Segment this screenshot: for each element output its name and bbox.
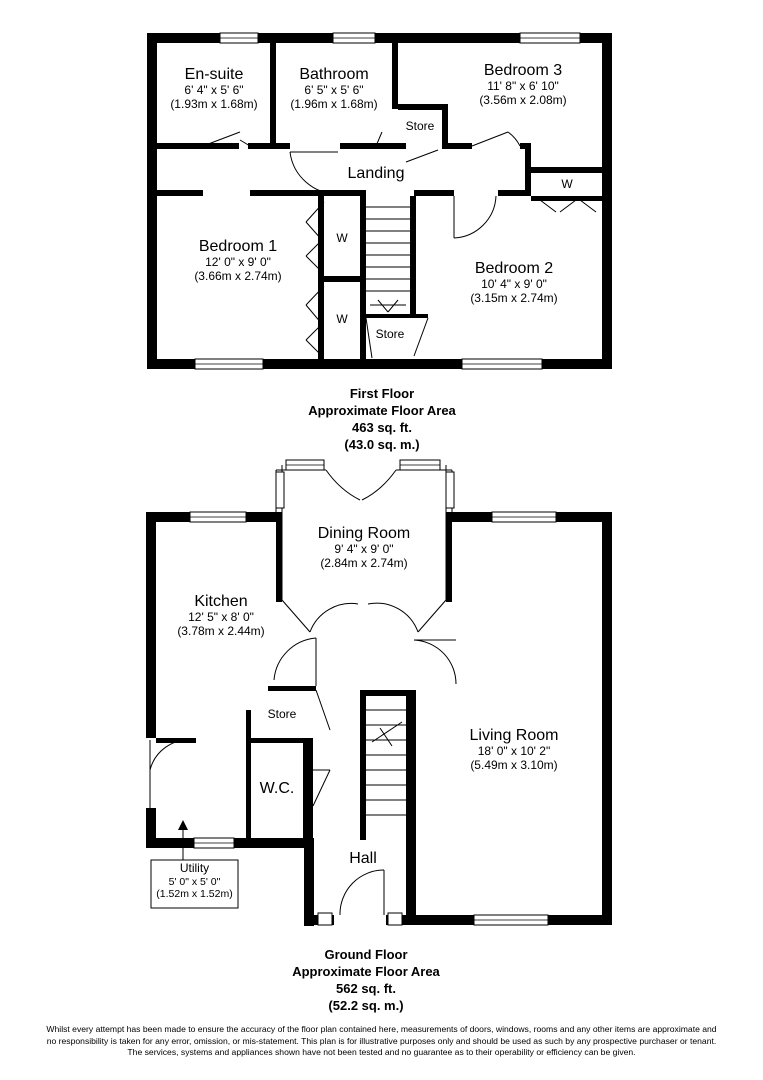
room-name: Kitchen xyxy=(194,593,248,610)
room-name: Bathroom xyxy=(299,66,369,83)
room-name: Bedroom 2 xyxy=(474,260,554,277)
area-sqft: 562 sq. ft. xyxy=(336,981,396,996)
room-dimension-metric: (3.78m x 2.44m) xyxy=(177,624,265,639)
floor-title: First Floor xyxy=(349,386,415,401)
area-sqm: (52.2 sq. m.) xyxy=(328,998,404,1013)
room-dimension-imperial: 18' 0" x 10' 2" xyxy=(477,744,551,759)
room-name: Bedroom 1 xyxy=(198,238,278,255)
room-bathroom xyxy=(276,66,392,112)
window-hall-left xyxy=(318,913,332,925)
window-ensuite xyxy=(220,33,258,43)
window-living-front xyxy=(474,915,548,925)
room-dimension-imperial: 12' 0" x 9' 0" xyxy=(205,255,271,270)
wardrobe-top-label: W xyxy=(336,231,348,245)
disclaimer-line: no responsibility is taken for any error, omission, or mis-statement. This plan is for illustrative purposes only and should be used as such by any prospective purchaser or tenant. xyxy=(46,1035,717,1046)
room-bedroom3 xyxy=(448,62,598,108)
disclaimer-line: Whilst every attempt has been made to ensure the accuracy of the floor plan contained here, measurements of doors, windows, rooms and any other items are approximate and xyxy=(46,1024,717,1034)
room-name: En-suite xyxy=(184,66,244,83)
window-hall-right xyxy=(388,913,402,925)
room-dimension-metric: (3.66m x 2.74m) xyxy=(194,269,282,284)
window-living xyxy=(492,512,556,522)
room-wc: W.C. xyxy=(259,780,295,797)
room-dimension-imperial: 9' 4" x 9' 0" xyxy=(334,542,394,557)
area-sqm: (43.0 sq. m.) xyxy=(344,437,420,452)
room-dimension-imperial: 5' 0" x 5' 0" xyxy=(168,875,221,888)
window-bedroom3 xyxy=(520,33,580,43)
area-sqft: 463 sq. ft. xyxy=(352,420,412,435)
area-label: Approximate Floor Area xyxy=(292,964,440,979)
floor-title: Ground Floor xyxy=(324,947,408,962)
room-bedroom1 xyxy=(160,238,316,284)
area-label: Approximate Floor Area xyxy=(308,403,456,418)
room-landing: Landing xyxy=(347,165,405,182)
room-hall: Hall xyxy=(349,850,377,867)
window-utility xyxy=(194,838,234,848)
room-name: Living Room xyxy=(469,727,559,744)
room-dimension-metric: (1.52m x 1.52m) xyxy=(156,887,233,900)
room-utility xyxy=(151,862,238,900)
ground-floor-caption xyxy=(216,946,516,1014)
room-name: Dining Room xyxy=(317,525,411,542)
window-bathroom xyxy=(333,33,375,43)
room-dimension-metric: (3.15m x 2.74m) xyxy=(470,291,558,306)
room-living xyxy=(434,727,594,773)
room-kitchen xyxy=(156,593,286,639)
disclaimer xyxy=(10,1024,753,1059)
window-bedroom1 xyxy=(195,359,263,369)
room-dimension-metric: (1.93m x 1.68m) xyxy=(170,97,258,112)
room-dimension-imperial: 11' 8" x 6' 10" xyxy=(487,79,559,94)
first-floor-stairs xyxy=(366,207,410,312)
room-dimension-imperial: 10' 4" x 9' 0" xyxy=(481,277,547,292)
window-dining-left xyxy=(286,460,324,470)
room-bedroom2 xyxy=(436,260,592,306)
room-name: Utility xyxy=(179,861,210,875)
window-dining-right xyxy=(400,460,440,470)
store-bottom-label: Store xyxy=(375,327,405,341)
room-ensuite xyxy=(158,66,270,112)
disclaimer-line: The services, systems and appliances shown have not been tested and no guarantee as to their operability or efficiency can be given. xyxy=(127,1047,636,1057)
ground-store-label: Store xyxy=(267,707,297,721)
room-dimension-metric: (5.49m x 3.10m) xyxy=(470,758,558,773)
room-dimension-metric: (3.56m x 2.08m) xyxy=(479,93,567,108)
room-dimension-imperial: 12' 5" x 8' 0" xyxy=(188,610,254,625)
room-dining xyxy=(286,525,442,571)
room-dimension-imperial: 6' 4" x 5' 6" xyxy=(184,83,244,98)
window-bedroom2 xyxy=(462,359,542,369)
window-dining-side-left xyxy=(276,472,284,508)
room-dimension-metric: (1.96m x 1.68m) xyxy=(290,97,378,112)
room-name: Bedroom 3 xyxy=(483,62,563,79)
first-floor-caption xyxy=(232,385,532,453)
ground-floor-stairs xyxy=(366,710,406,815)
wardrobe-bottom-label: W xyxy=(336,312,348,326)
room-dimension-imperial: 6' 5" x 5' 6" xyxy=(304,83,364,98)
window-dining-side-right xyxy=(446,472,454,508)
room-dimension-metric: (2.84m x 2.74m) xyxy=(320,556,408,571)
window-kitchen xyxy=(190,512,246,522)
wardrobe-bed2-label: W xyxy=(561,177,573,191)
store-top-label: Store xyxy=(405,119,435,133)
